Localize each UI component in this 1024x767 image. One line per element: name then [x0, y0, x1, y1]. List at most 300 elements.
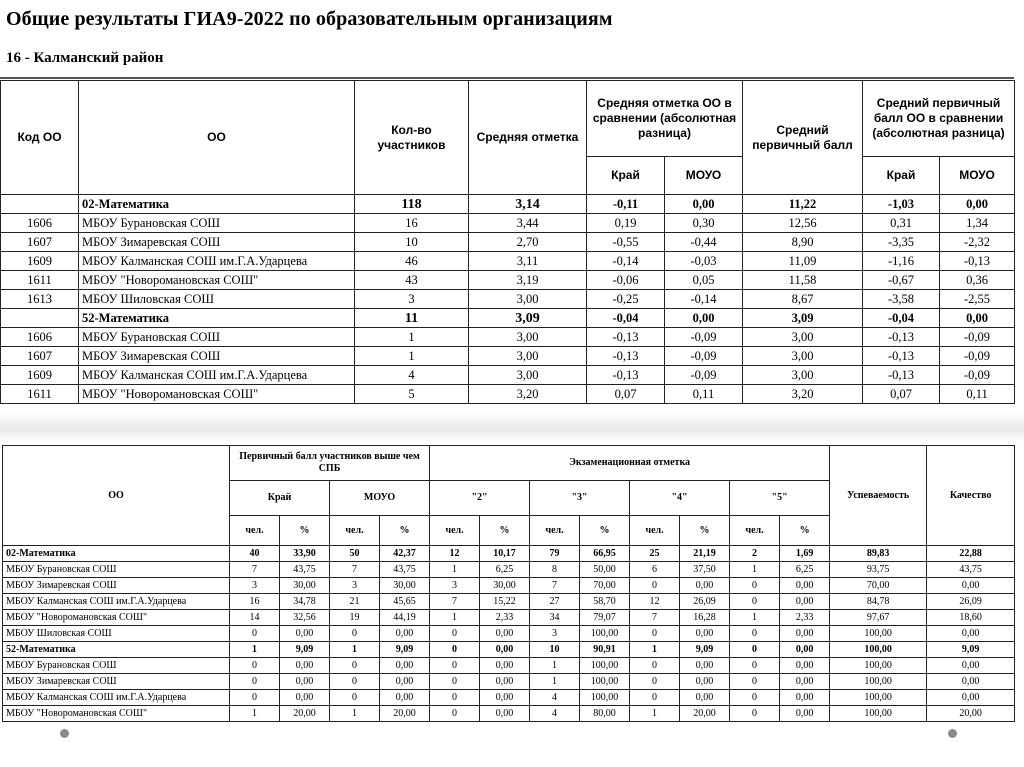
cell-mark5-people: 0: [730, 642, 780, 658]
header-people: чел.: [230, 516, 280, 546]
cell-mark4-people: 1: [630, 706, 680, 722]
table-row: [1, 271, 1015, 290]
cell-quality: 22,88: [927, 546, 1015, 562]
cell-primary-kray: -1,16: [863, 252, 940, 271]
cell-mark3-percent: 66,95: [580, 546, 630, 562]
cell-mark2-percent: 2,33: [480, 610, 530, 626]
header-primary-above: Первичный балл участников выше чем СПБ: [230, 446, 430, 481]
cell-count: 43: [355, 271, 469, 290]
cell-code: 1607: [1, 233, 79, 252]
cell-mark4-people: 25: [630, 546, 680, 562]
cell-avg-mark: 3,00: [469, 366, 587, 385]
cell-mark2-percent: 10,17: [480, 546, 530, 562]
cell-count: 11: [355, 309, 469, 328]
cell-count: 3: [355, 290, 469, 309]
cell-mouo: 0,00: [665, 309, 743, 328]
table-row: [3, 626, 1015, 642]
cell-mark5-percent: 0,00: [780, 626, 830, 642]
cell-mark3-percent: 80,00: [580, 706, 630, 722]
cell-kray-percent: 33,90: [280, 546, 330, 562]
cell-count: 5: [355, 385, 469, 404]
cell-mouo: 0,30: [665, 214, 743, 233]
cell-mark3-people: 10: [530, 642, 580, 658]
cell-kray-people: 16: [230, 594, 280, 610]
cell-kray-percent: 34,78: [280, 594, 330, 610]
cell-mark5-percent: 0,00: [780, 674, 830, 690]
cell-kray-people: 1: [230, 642, 280, 658]
cell-code: 1607: [1, 347, 79, 366]
cell-kray: 0,07: [587, 385, 665, 404]
table-row: [1, 366, 1015, 385]
cell-mouo-people: 1: [330, 706, 380, 722]
cell-kray-people: 0: [230, 626, 280, 642]
cell-code: 1611: [1, 385, 79, 404]
cell-mark5-percent: 1,69: [780, 546, 830, 562]
cell-mark3-people: 8: [530, 562, 580, 578]
cell-mark2-people: 0: [430, 658, 480, 674]
cell-code: [1, 309, 79, 328]
cell-success: 70,00: [830, 578, 927, 594]
cell-count: 118: [355, 195, 469, 214]
cell-avg-mark: 3,14: [469, 195, 587, 214]
cell-kray: -0,13: [587, 347, 665, 366]
header-oo: ОО: [79, 81, 355, 195]
cell-mark4-people: 7: [630, 610, 680, 626]
cell-kray-percent: 0,00: [280, 626, 330, 642]
cell-oo: МБОУ "Новоромановская СОШ": [79, 385, 355, 404]
cell-mouo: 0,05: [665, 271, 743, 290]
cell-avg-primary: 3,09: [743, 309, 863, 328]
cell-success: 100,00: [830, 674, 927, 690]
cell-mark4-percent: 0,00: [680, 658, 730, 674]
cell-success: 84,78: [830, 594, 927, 610]
header-percent: %: [280, 516, 330, 546]
cell-primary-mouo: -0,09: [940, 328, 1015, 347]
header-percent: %: [680, 516, 730, 546]
cell-primary-mouo: 0,11: [940, 385, 1015, 404]
cell-avg-mark: 3,00: [469, 290, 587, 309]
cell-mark4-percent: 37,50: [680, 562, 730, 578]
cell-mark3-percent: 79,07: [580, 610, 630, 626]
table-row: [3, 658, 1015, 674]
cell-mark3-people: 4: [530, 706, 580, 722]
cell-mouo: -0,03: [665, 252, 743, 271]
cell-mark4-people: 6: [630, 562, 680, 578]
header-exam-mark: Экзаменационная отметка: [430, 446, 830, 481]
cell-mark5-people: 0: [730, 674, 780, 690]
cell-mark4-people: 0: [630, 626, 680, 642]
cell-mark2-percent: 0,00: [480, 674, 530, 690]
cell-kray-percent: 20,00: [280, 706, 330, 722]
header-quality: Качество: [927, 446, 1015, 546]
cell-mouo: 0,11: [665, 385, 743, 404]
cell-mouo-percent: 30,00: [380, 578, 430, 594]
cell-mark5-people: 0: [730, 578, 780, 594]
cell-success: 93,75: [830, 562, 927, 578]
cell-mouo-percent: 44,19: [380, 610, 430, 626]
cell-mouo-percent: 0,00: [380, 674, 430, 690]
cell-mark3-percent: 100,00: [580, 658, 630, 674]
cell-mark3-people: 7: [530, 578, 580, 594]
cell-success: 100,00: [830, 642, 927, 658]
cell-mouo-percent: 0,00: [380, 658, 430, 674]
cell-mouo-people: 7: [330, 562, 380, 578]
cell-avg-mark: 2,70: [469, 233, 587, 252]
cell-mark5-people: 0: [730, 658, 780, 674]
cell-mark4-percent: 0,00: [680, 578, 730, 594]
cell-quality: 0,00: [927, 690, 1015, 706]
cell-primary-kray: -3,58: [863, 290, 940, 309]
cell-success: 89,83: [830, 546, 927, 562]
table-row: [1, 309, 1015, 328]
cell-mark4-people: 0: [630, 658, 680, 674]
cell-avg-primary: 3,00: [743, 366, 863, 385]
cell-kray-percent: 0,00: [280, 690, 330, 706]
cell-mark2-percent: 15,22: [480, 594, 530, 610]
cell-mark5-percent: 0,00: [780, 690, 830, 706]
cell-count: 1: [355, 328, 469, 347]
cell-mark2-percent: 0,00: [480, 690, 530, 706]
cell-mark3-people: 34: [530, 610, 580, 626]
cell-primary-mouo: -2,55: [940, 290, 1015, 309]
cell-primary-kray: -0,13: [863, 347, 940, 366]
cell-mouo-people: 0: [330, 674, 380, 690]
cell-kray-percent: 30,00: [280, 578, 330, 594]
cell-oo: МБОУ Шиловская СОШ: [79, 290, 355, 309]
cell-avg-primary: 11,22: [743, 195, 863, 214]
cell-mark5-people: 2: [730, 546, 780, 562]
cell-mark5-people: 1: [730, 610, 780, 626]
cell-mouo-people: 1: [330, 642, 380, 658]
cell-kray-people: 14: [230, 610, 280, 626]
cell-primary-mouo: 0,36: [940, 271, 1015, 290]
cell-kray-people: 3: [230, 578, 280, 594]
cell-mouo: 0,00: [665, 195, 743, 214]
cell-oo: МБОУ Зимаревская СОШ: [3, 674, 230, 690]
header-people: чел.: [630, 516, 680, 546]
cell-primary-kray: 0,07: [863, 385, 940, 404]
header-avg-mark-compare: Средняя отметка ОО в сравнении (абсолютная разница): [587, 81, 743, 157]
header-avg-mark: Средняя отметка: [469, 81, 587, 195]
cell-primary-kray: -0,67: [863, 271, 940, 290]
cell-mouo-people: 3: [330, 578, 380, 594]
header-mark-2: "2": [430, 481, 530, 516]
cell-quality: 20,00: [927, 706, 1015, 722]
cell-avg-mark: 3,09: [469, 309, 587, 328]
cell-mouo: -0,09: [665, 347, 743, 366]
cell-count: 10: [355, 233, 469, 252]
cell-avg-primary: 3,20: [743, 385, 863, 404]
cell-mark2-percent: 0,00: [480, 706, 530, 722]
cell-kray: -0,13: [587, 366, 665, 385]
header-count: Кол-во участников: [355, 81, 469, 195]
cell-avg-primary: 3,00: [743, 328, 863, 347]
cell-mark3-people: 3: [530, 626, 580, 642]
cell-avg-primary: 11,09: [743, 252, 863, 271]
cell-mark4-people: 0: [630, 690, 680, 706]
nav-dot-icon: [60, 729, 69, 738]
cell-mark3-percent: 100,00: [580, 626, 630, 642]
cell-code: [1, 195, 79, 214]
cell-code: 1606: [1, 328, 79, 347]
table-row: [3, 594, 1015, 610]
table-row: [1, 214, 1015, 233]
table-row: [1, 195, 1015, 214]
cell-oo: МБОУ "Новоромановская СОШ": [3, 706, 230, 722]
cell-mark5-percent: 0,00: [780, 706, 830, 722]
cell-count: 4: [355, 366, 469, 385]
cell-mark4-percent: 20,00: [680, 706, 730, 722]
table-row: [3, 562, 1015, 578]
cell-primary-kray: -1,03: [863, 195, 940, 214]
cell-kray: -0,04: [587, 309, 665, 328]
cell-mark2-people: 0: [430, 674, 480, 690]
cell-kray: -0,11: [587, 195, 665, 214]
header-avg-primary: Средний первичный балл: [743, 81, 863, 195]
cell-primary-kray: -0,04: [863, 309, 940, 328]
table-row: [3, 674, 1015, 690]
cell-mark5-percent: 0,00: [780, 658, 830, 674]
cell-primary-kray: -3,35: [863, 233, 940, 252]
cell-mark5-percent: 0,00: [780, 594, 830, 610]
cell-success: 97,67: [830, 610, 927, 626]
cell-mark5-percent: 0,00: [780, 642, 830, 658]
cell-kray: -0,55: [587, 233, 665, 252]
cell-kray: -0,25: [587, 290, 665, 309]
cell-avg-primary: 12,56: [743, 214, 863, 233]
cell-success: 100,00: [830, 658, 927, 674]
cell-mark4-percent: 0,00: [680, 674, 730, 690]
cell-mark3-people: 1: [530, 674, 580, 690]
cell-mark4-percent: 26,09: [680, 594, 730, 610]
cell-mark2-percent: 0,00: [480, 658, 530, 674]
cell-kray: -0,13: [587, 328, 665, 347]
cell-mouo-people: 0: [330, 626, 380, 642]
cell-mouo: -0,44: [665, 233, 743, 252]
cell-mark3-people: 79: [530, 546, 580, 562]
cell-avg-primary: 8,90: [743, 233, 863, 252]
header-people: чел.: [730, 516, 780, 546]
cell-mark3-percent: 100,00: [580, 674, 630, 690]
cell-mark4-percent: 9,09: [680, 642, 730, 658]
header-code: Код ОО: [1, 81, 79, 195]
cell-mark4-percent: 0,00: [680, 690, 730, 706]
cell-oo: МБОУ Бурановская СОШ: [3, 562, 230, 578]
cell-kray-percent: 9,09: [280, 642, 330, 658]
header-mouo: МОУО: [665, 157, 743, 195]
cell-quality: 18,60: [927, 610, 1015, 626]
header-mouo: МОУО: [330, 481, 430, 516]
header-percent: %: [480, 516, 530, 546]
cell-quality: 0,00: [927, 626, 1015, 642]
cell-primary-kray: 0,31: [863, 214, 940, 233]
cell-oo: МБОУ Шиловская СОШ: [3, 626, 230, 642]
table-row: [3, 706, 1015, 722]
section-gap: [0, 412, 1024, 442]
exam-marks-table: [2, 445, 1015, 722]
cell-primary-kray: -0,13: [863, 328, 940, 347]
cell-mark2-people: 1: [430, 610, 480, 626]
cell-mouo-percent: 0,00: [380, 690, 430, 706]
cell-mouo-percent: 45,65: [380, 594, 430, 610]
cell-quality: 0,00: [927, 674, 1015, 690]
header-mark-5: "5": [730, 481, 830, 516]
cell-mark3-percent: 90,91: [580, 642, 630, 658]
cell-kray-percent: 0,00: [280, 674, 330, 690]
header-mouo: МОУО: [940, 157, 1015, 195]
cell-kray-people: 40: [230, 546, 280, 562]
table-row: [3, 546, 1015, 562]
cell-oo: МБОУ Зимаревская СОШ: [3, 578, 230, 594]
cell-quality: 9,09: [927, 642, 1015, 658]
header-people: чел.: [430, 516, 480, 546]
cell-kray-people: 0: [230, 674, 280, 690]
cell-mark3-percent: 70,00: [580, 578, 630, 594]
header-mark-3: "3": [530, 481, 630, 516]
cell-mark2-people: 3: [430, 578, 480, 594]
cell-kray: -0,06: [587, 271, 665, 290]
cell-mark5-people: 0: [730, 594, 780, 610]
cell-kray: 0,19: [587, 214, 665, 233]
nav-dot-icon: [948, 729, 957, 738]
cell-mark2-percent: 30,00: [480, 578, 530, 594]
table-row: [3, 690, 1015, 706]
cell-avg-primary: 11,58: [743, 271, 863, 290]
cell-mark2-people: 0: [430, 626, 480, 642]
cell-oo: МБОУ Калманская СОШ им.Г.А.Ударцева: [79, 252, 355, 271]
cell-code: 1611: [1, 271, 79, 290]
cell-avg-mark: 3,00: [469, 328, 587, 347]
cell-oo: МБОУ "Новоромановская СОШ": [3, 610, 230, 626]
cell-mark2-percent: 6,25: [480, 562, 530, 578]
cell-mouo: -0,09: [665, 328, 743, 347]
cell-mouo-percent: 0,00: [380, 626, 430, 642]
cell-avg-mark: 3,00: [469, 347, 587, 366]
cell-quality: 43,75: [927, 562, 1015, 578]
table-row: [3, 610, 1015, 626]
cell-oo: МБОУ Бурановская СОШ: [79, 328, 355, 347]
cell-mark3-people: 1: [530, 658, 580, 674]
cell-kray-people: 7: [230, 562, 280, 578]
cell-mouo-people: 21: [330, 594, 380, 610]
cell-oo: МБОУ Калманская СОШ им.Г.А.Ударцева: [79, 366, 355, 385]
cell-primary-mouo: -0,09: [940, 347, 1015, 366]
cell-mark4-percent: 0,00: [680, 626, 730, 642]
cell-primary-mouo: 0,00: [940, 309, 1015, 328]
cell-mark2-people: 0: [430, 690, 480, 706]
cell-primary-kray: -0,13: [863, 366, 940, 385]
cell-mark5-people: 1: [730, 562, 780, 578]
cell-mark5-percent: 0,00: [780, 578, 830, 594]
cell-mark4-percent: 21,19: [680, 546, 730, 562]
cell-kray: -0,14: [587, 252, 665, 271]
cell-kray-people: 1: [230, 706, 280, 722]
cell-success: 100,00: [830, 706, 927, 722]
cell-mouo-percent: 43,75: [380, 562, 430, 578]
cell-primary-mouo: -0,13: [940, 252, 1015, 271]
cell-kray-people: 0: [230, 690, 280, 706]
cell-oo: МБОУ "Новоромановская СОШ": [79, 271, 355, 290]
cell-mark2-people: 0: [430, 642, 480, 658]
cell-code: 1609: [1, 366, 79, 385]
cell-mark5-percent: 2,33: [780, 610, 830, 626]
header-percent: %: [780, 516, 830, 546]
cell-mark4-percent: 16,28: [680, 610, 730, 626]
cell-oo: МБОУ Зимаревская СОШ: [79, 347, 355, 366]
cell-mark4-people: 1: [630, 642, 680, 658]
cell-mouo-people: 19: [330, 610, 380, 626]
header-kray: Край: [587, 157, 665, 195]
cell-quality: 0,00: [927, 658, 1015, 674]
header-oo: ОО: [3, 446, 230, 546]
cell-oo: 02-Математика: [79, 195, 355, 214]
cell-primary-mouo: 0,00: [940, 195, 1015, 214]
cell-primary-mouo: -0,09: [940, 366, 1015, 385]
cell-avg-mark: 3,44: [469, 214, 587, 233]
cell-mouo-people: 0: [330, 658, 380, 674]
cell-avg-primary: 3,00: [743, 347, 863, 366]
results-table: [0, 80, 1015, 404]
table-row: [1, 328, 1015, 347]
cell-kray-percent: 0,00: [280, 658, 330, 674]
cell-mark5-people: 0: [730, 626, 780, 642]
cell-mark5-people: 0: [730, 690, 780, 706]
cell-count: 16: [355, 214, 469, 233]
cell-oo: МБОУ Калманская СОШ им.Г.А.Ударцева: [3, 594, 230, 610]
cell-primary-mouo: 1,34: [940, 214, 1015, 233]
header-percent: %: [380, 516, 430, 546]
header-people: чел.: [530, 516, 580, 546]
cell-code: 1613: [1, 290, 79, 309]
cell-oo: 52-Математика: [3, 642, 230, 658]
cell-avg-mark: 3,20: [469, 385, 587, 404]
cell-mark5-people: 0: [730, 706, 780, 722]
cell-mark3-percent: 50,00: [580, 562, 630, 578]
cell-mouo-percent: 9,09: [380, 642, 430, 658]
cell-quality: 26,09: [927, 594, 1015, 610]
cell-mark2-percent: 0,00: [480, 626, 530, 642]
table-row: [1, 385, 1015, 404]
table-row: [1, 290, 1015, 309]
cell-avg-mark: 3,11: [469, 252, 587, 271]
table-row: [3, 578, 1015, 594]
cell-count: 1: [355, 347, 469, 366]
title-divider: [0, 77, 1014, 79]
cell-mark2-people: 12: [430, 546, 480, 562]
header-mark-4: "4": [630, 481, 730, 516]
header-avg-primary-compare: Средний первичный балл ОО в сравнении (абсолютная разница): [863, 81, 1015, 157]
cell-mark2-people: 0: [430, 706, 480, 722]
cell-avg-mark: 3,19: [469, 271, 587, 290]
cell-mark3-percent: 58,70: [580, 594, 630, 610]
table-row: [1, 233, 1015, 252]
header-percent: %: [580, 516, 630, 546]
cell-mark2-percent: 0,00: [480, 642, 530, 658]
cell-success: 100,00: [830, 626, 927, 642]
cell-mark5-percent: 6,25: [780, 562, 830, 578]
header-kray: Край: [230, 481, 330, 516]
cell-count: 46: [355, 252, 469, 271]
cell-avg-primary: 8,67: [743, 290, 863, 309]
cell-mouo: -0,09: [665, 366, 743, 385]
cell-mouo-percent: 20,00: [380, 706, 430, 722]
cell-mark3-percent: 100,00: [580, 690, 630, 706]
cell-primary-mouo: -2,32: [940, 233, 1015, 252]
table-row: [3, 642, 1015, 658]
header-kray: Край: [863, 157, 940, 195]
district-subtitle: 16 - Калманский район: [6, 50, 164, 66]
cell-oo: 52-Математика: [79, 309, 355, 328]
